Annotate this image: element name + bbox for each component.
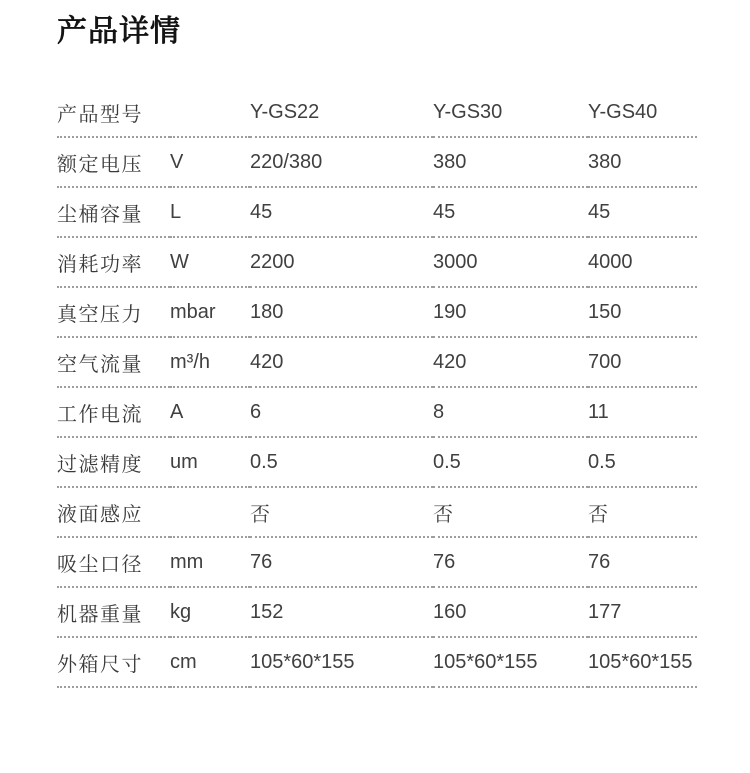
- spec-label: 工作电流: [57, 387, 170, 437]
- spec-row: [57, 237, 697, 287]
- spec-value: 否: [433, 487, 588, 537]
- spec-value: 105*60*155: [250, 637, 433, 687]
- spec-value: 45: [588, 187, 697, 237]
- spec-row: [57, 587, 697, 637]
- spec-value: 420: [250, 337, 433, 387]
- spec-label: 额定电压: [57, 137, 170, 187]
- model-name: Y-GS40: [588, 88, 697, 137]
- spec-value: 380: [588, 137, 697, 187]
- spec-value: 420: [433, 337, 588, 387]
- spec-unit: mbar: [170, 287, 250, 337]
- spec-unit: um: [170, 437, 250, 487]
- spec-value: 6: [250, 387, 433, 437]
- spec-row: [57, 287, 697, 337]
- spec-value: 380: [433, 137, 588, 187]
- spec-value: 否: [588, 487, 697, 537]
- model-name: Y-GS22: [250, 88, 433, 137]
- spec-row: [57, 137, 697, 187]
- spec-label: 尘桶容量: [57, 187, 170, 237]
- spec-unit: mm: [170, 537, 250, 587]
- spec-row: [57, 637, 697, 687]
- spec-value: 0.5: [433, 437, 588, 487]
- spec-value: 45: [250, 187, 433, 237]
- spec-label: 产品型号: [57, 88, 170, 137]
- spec-row: [57, 187, 697, 237]
- spec-label: 吸尘口径: [57, 537, 170, 587]
- spec-table: [57, 88, 697, 688]
- spec-value: 45: [433, 187, 588, 237]
- spec-value: 160: [433, 587, 588, 637]
- spec-row: [57, 387, 697, 437]
- spec-value: 76: [250, 537, 433, 587]
- spec-unit: m³/h: [170, 337, 250, 387]
- spec-value: 11: [588, 387, 697, 437]
- spec-value: 220/380: [250, 137, 433, 187]
- model-name: Y-GS30: [433, 88, 588, 137]
- spec-label: 空气流量: [57, 337, 170, 387]
- spec-unit: W: [170, 237, 250, 287]
- spec-row: [57, 537, 697, 587]
- spec-value: 否: [250, 487, 433, 537]
- spec-row: [57, 437, 697, 487]
- spec-value: 76: [433, 537, 588, 587]
- spec-unit: kg: [170, 587, 250, 637]
- spec-value: 0.5: [250, 437, 433, 487]
- spec-row: [57, 487, 697, 537]
- spec-value: 105*60*155: [588, 637, 697, 687]
- spec-unit: cm: [170, 637, 250, 687]
- spec-unit: A: [170, 387, 250, 437]
- page-title: 产品详情: [57, 15, 181, 48]
- spec-label: 过滤精度: [57, 437, 170, 487]
- spec-label: 机器重量: [57, 587, 170, 637]
- spec-value: 190: [433, 287, 588, 337]
- spec-unit: V: [170, 137, 250, 187]
- spec-value: 152: [250, 587, 433, 637]
- spec-value: 105*60*155: [433, 637, 588, 687]
- spec-value: 3000: [433, 237, 588, 287]
- spec-value: 0.5: [588, 437, 697, 487]
- spec-header-row: [57, 88, 697, 137]
- spec-value: 150: [588, 287, 697, 337]
- spec-label: 真空压力: [57, 287, 170, 337]
- spec-label: 液面感应: [57, 487, 170, 537]
- spec-unit: [170, 88, 250, 137]
- spec-value: 2200: [250, 237, 433, 287]
- spec-unit: [170, 487, 250, 537]
- spec-value: 177: [588, 587, 697, 637]
- spec-value: 8: [433, 387, 588, 437]
- spec-value: 76: [588, 537, 697, 587]
- spec-row: [57, 337, 697, 387]
- spec-value: 4000: [588, 237, 697, 287]
- spec-value: 700: [588, 337, 697, 387]
- spec-label: 消耗功率: [57, 237, 170, 287]
- spec-unit: L: [170, 187, 250, 237]
- spec-value: 180: [250, 287, 433, 337]
- spec-label: 外箱尺寸: [57, 637, 170, 687]
